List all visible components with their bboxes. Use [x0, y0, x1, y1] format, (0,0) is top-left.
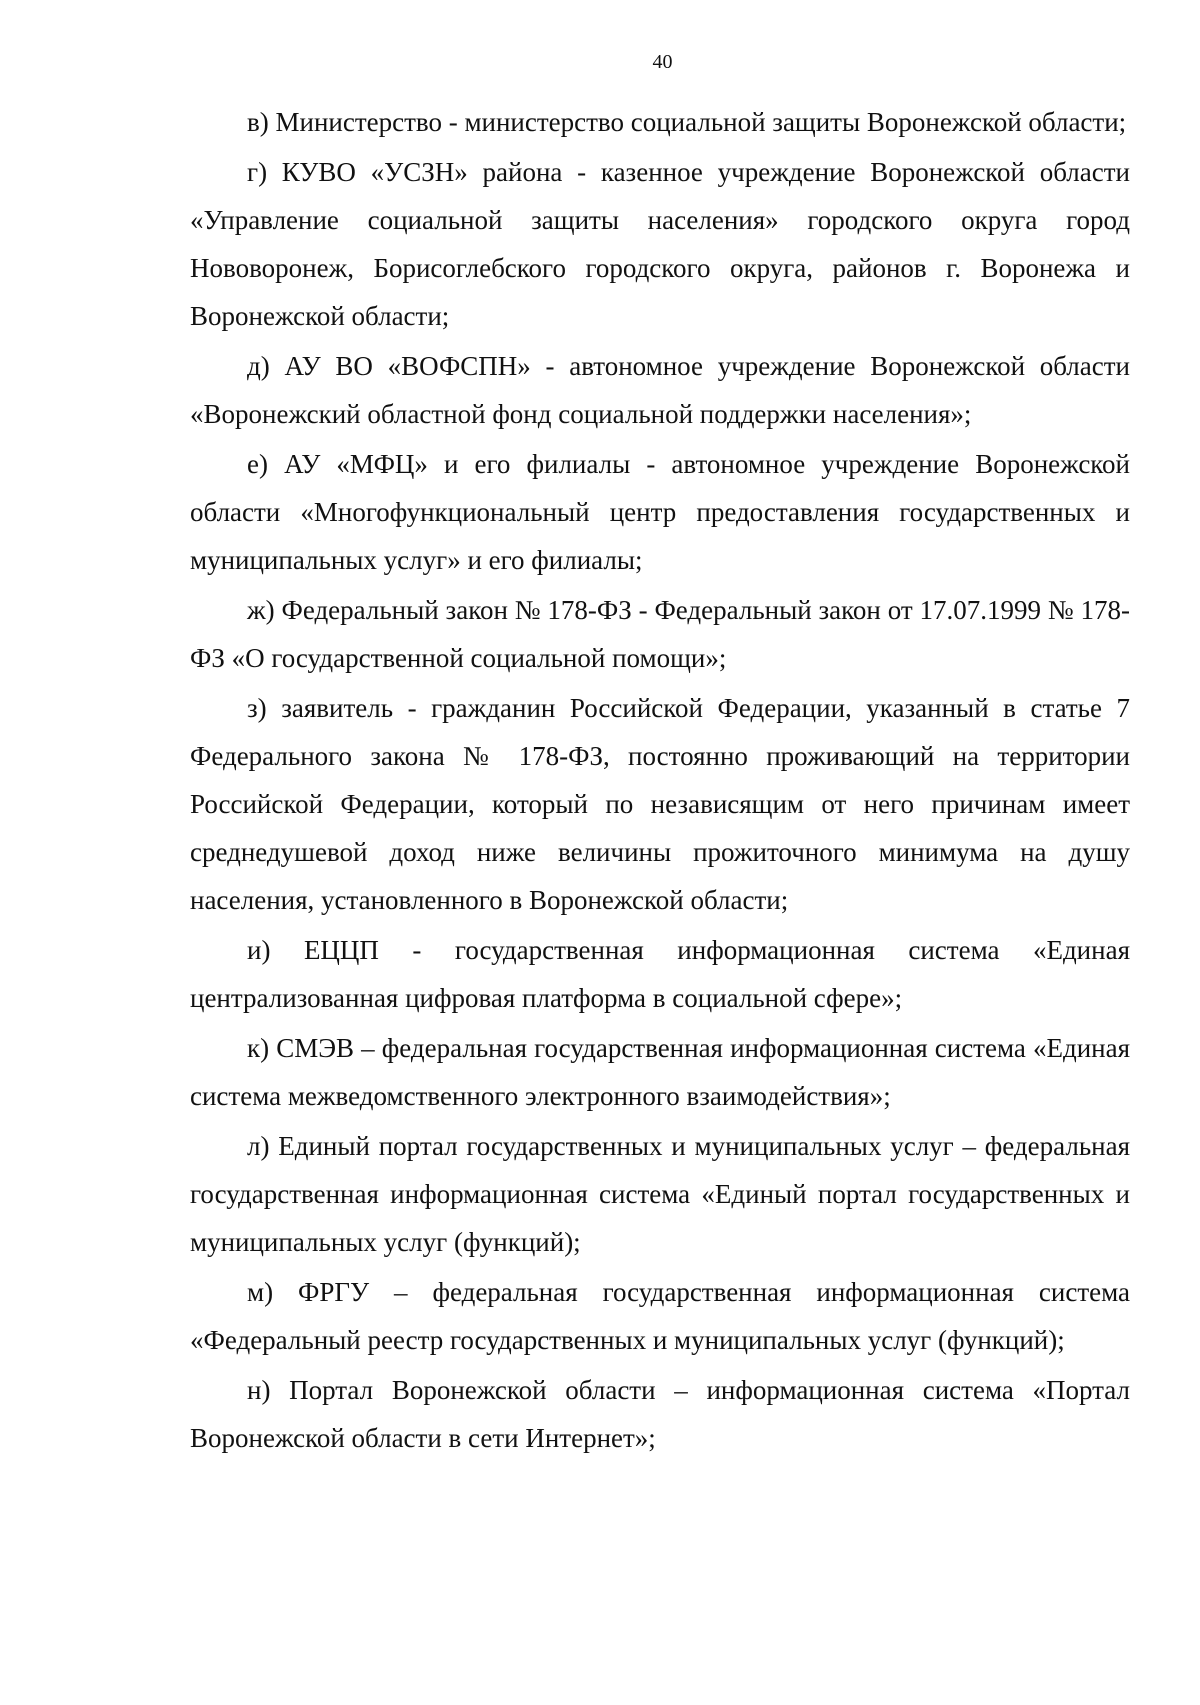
- definition-paragraph-g: г) КУВО «УСЗН» района - казенное учреждение Воронежской области «Управление социальной защиты населения» городского округа город Нововоронеж, Борисоглебского городского округа, районов г. Воронежа и Воронежской области;: [190, 157, 1130, 331]
- definition-paragraph-m: м) ФРГУ – федеральная государственная информационная система «Федеральный реестр государственных и муниципальных услуг (функций);: [190, 1277, 1130, 1355]
- definition-paragraph-d: д) АУ ВО «ВОФСПН» - автономное учреждение Воронежской области «Воронежский областной фонд социальной поддержки населения»;: [190, 351, 1130, 429]
- page-number: 40: [652, 51, 673, 73]
- document-body: [190, 98, 1130, 1464]
- definition-paragraph-e: е) АУ «МФЦ» и его филиалы - автономное учреждение Воронежской области «Многофункциональный центр предоставления государственных и муниципальных услуг» и его филиалы;: [190, 449, 1130, 575]
- definition-paragraph-z: з) заявитель - гражданин Российской Федерации, указанный в статье 7 Федерального закона № 178-ФЗ, постоянно проживающий на территории Российской Федерации, который по независящим от него причинам имеет среднедушевой доход ниже величины прожиточного минимума на душу населения, установленного в Воронежской области;: [190, 693, 1130, 915]
- definition-paragraph-l: л) Единый портал государственных и муниципальных услуг – федеральная государственная информационная система «Единый портал государственных и муниципальных услуг (функций);: [190, 1131, 1130, 1257]
- definition-paragraph-zh: ж) Федеральный закон № 178-ФЗ - Федеральный закон от 17.07.1999 № 178-ФЗ «О государственной социальной помощи»;: [190, 595, 1130, 673]
- definition-paragraph-v: в) Министерство - министерство социальной защиты Воронежской области;: [247, 107, 1127, 137]
- definition-paragraph-i: и) ЕЦЦП - государственная информационная система «Единая централизованная цифровая платформа в социальной сфере»;: [190, 935, 1130, 1013]
- definition-paragraph-n: н) Портал Воронежской области – информационная система «Портал Воронежской области в сети Интернет»;: [190, 1375, 1130, 1453]
- definition-paragraph-k: к) СМЭВ – федеральная государственная информационная система «Единая система межведомственного электронного взаимодействия»;: [190, 1033, 1130, 1111]
